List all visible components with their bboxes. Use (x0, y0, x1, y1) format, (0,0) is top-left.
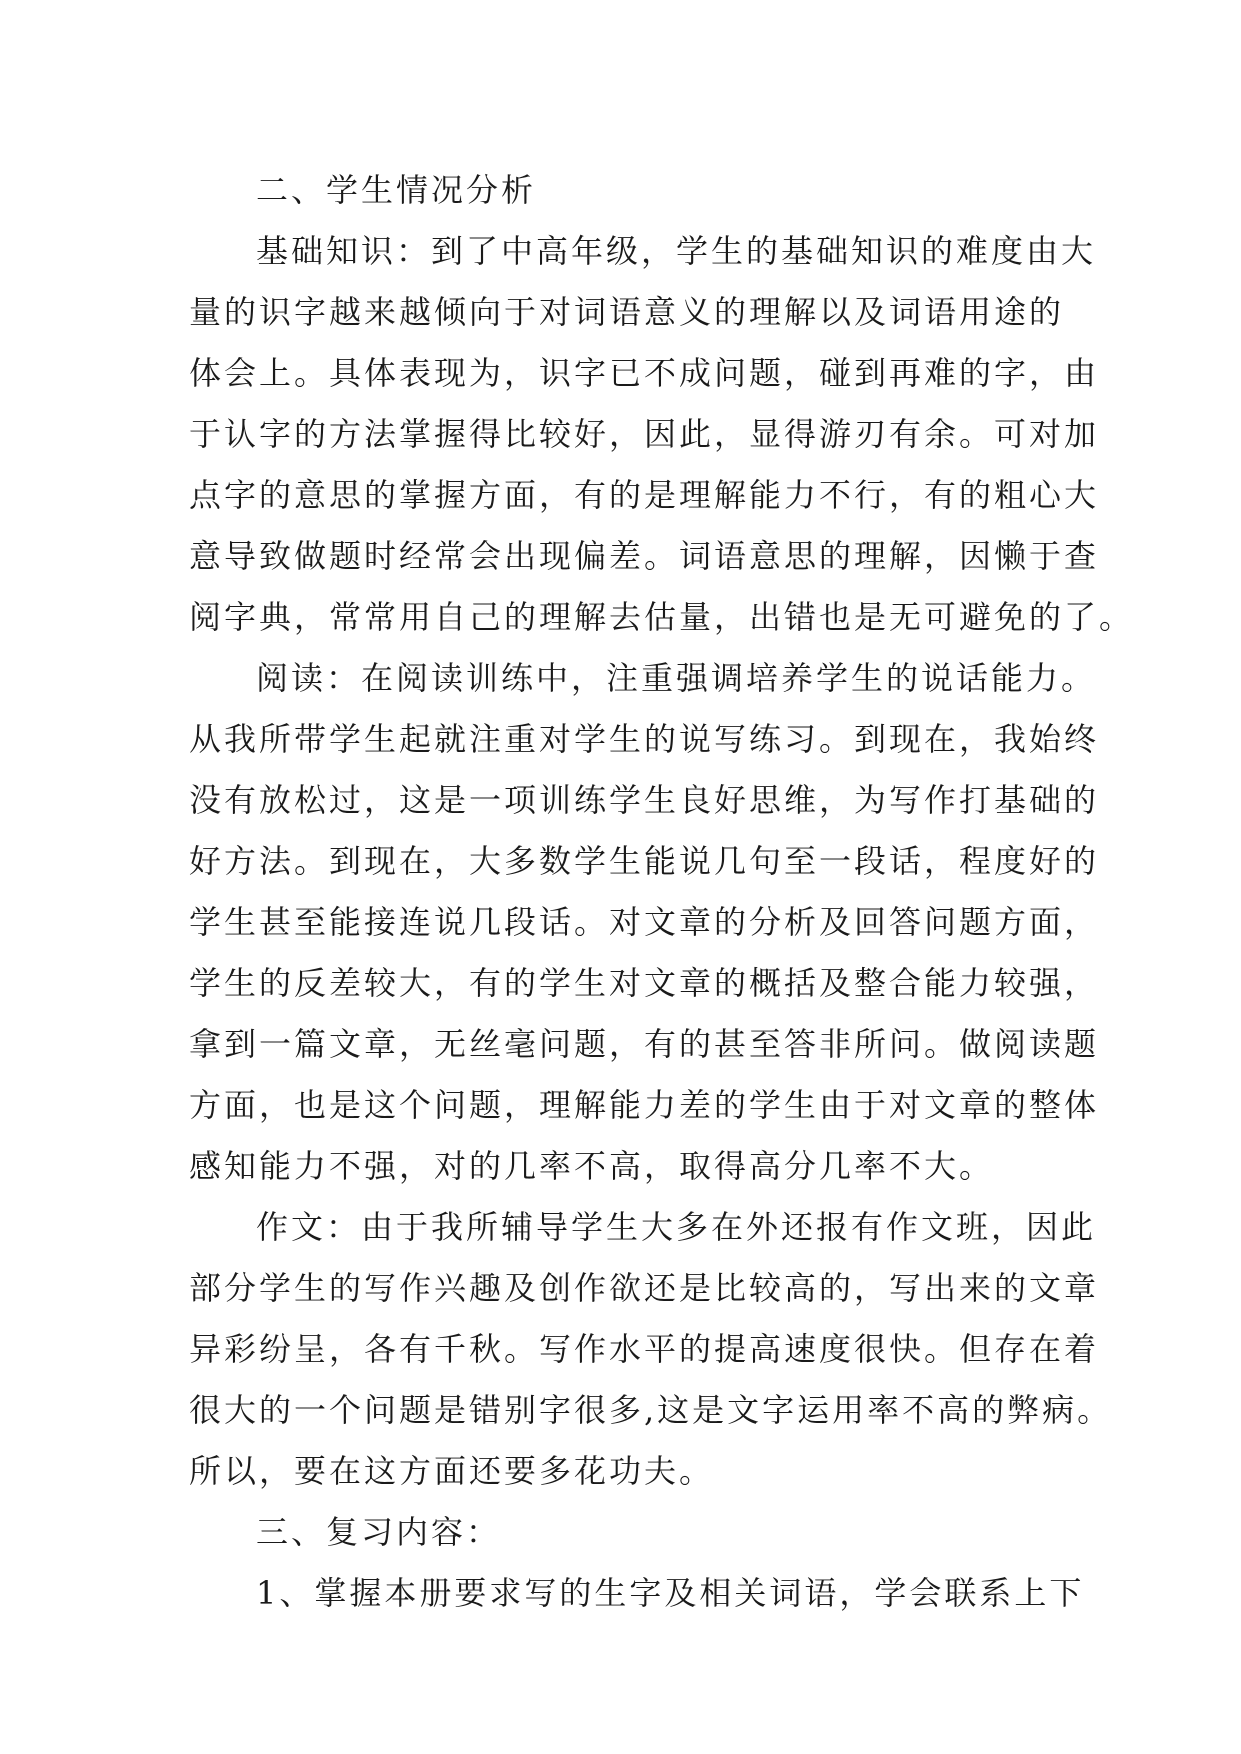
paragraph-line: 基础知识：到了中高年级，学生的基础知识的难度由大 (256, 232, 1097, 270)
paragraph-line: 从我所带学生起就注重对学生的说写练习。到现在，我始终 (189, 720, 1100, 758)
paragraph-line: 阅字典，常常用自己的理解去估量，出错也是无可避免的了。 (189, 598, 1135, 636)
list-item (189, 1563, 1085, 1624)
paragraph-basics (189, 221, 1135, 648)
paragraph-line: 点字的意思的掌握方面，有的是理解能力不行，有的粗心大 (189, 476, 1100, 514)
paragraph-line: 作文：由于我所辅导学生大多在外还报有作文班，因此 (256, 1208, 1097, 1246)
paragraph-line: 量的识字越来越倾向于对词语意义的理解以及词语用途的 (189, 293, 1065, 331)
paragraph-line: 1、掌握本册要求写的生字及相关词语，学会联系上下 (256, 1574, 1085, 1612)
paragraph-line: 拿到一篇文章，无丝毫问题，有的甚至答非所问。做阅读题 (189, 1025, 1100, 1063)
paragraph-line: 意导致做题时经常会出现偏差。词语意思的理解，因懒于查 (189, 537, 1100, 575)
paragraph-line: 阅读：在阅读训练中，注重强调培养学生的说话能力。 (256, 659, 1097, 697)
paragraph-line: 部分学生的写作兴趣及创作欲还是比较高的，写出来的文章 (189, 1269, 1100, 1307)
paragraph-line: 好方法。到现在，大多数学生能说几句至一段话，程度好的 (189, 842, 1100, 880)
paragraph-line: 没有放松过，这是一项训练学生良好思维，为写作打基础的 (189, 781, 1100, 819)
paragraph-line: 学生甚至能接连说几段话。对文章的分析及回答问题方面， (189, 903, 1100, 941)
paragraph-line: 方面，也是这个问题，理解能力差的学生由于对文章的整体 (189, 1086, 1100, 1124)
paragraph-line: 体会上。具体表现为，识字已不成问题，碰到再难的字，由 (189, 354, 1100, 392)
paragraph-line: 学生的反差较大，有的学生对文章的概括及整合能力较强， (189, 964, 1100, 1002)
paragraph-line: 感知能力不强，对的几率不高，取得高分几率不大。 (189, 1147, 995, 1185)
section-heading: 三、复习内容： (256, 1513, 502, 1551)
section-heading: 二、学生情况分析 (256, 171, 537, 209)
document-body (189, 160, 1135, 1624)
paragraph-line: 于认字的方法掌握得比较好，因此，显得游刃有余。可对加 (189, 415, 1100, 453)
paragraph-line: 所以，要在这方面还要多花功夫。 (189, 1452, 715, 1490)
paragraph-writing (189, 1197, 1113, 1502)
paragraph-line: 异彩纷呈，各有千秋。写作水平的提高速度很快。但存在着 (189, 1330, 1100, 1368)
paragraph-line: 很大的一个问题是错别字很多,这是文字运用率不高的弊病。 (189, 1391, 1113, 1429)
paragraph-reading (189, 648, 1100, 1197)
